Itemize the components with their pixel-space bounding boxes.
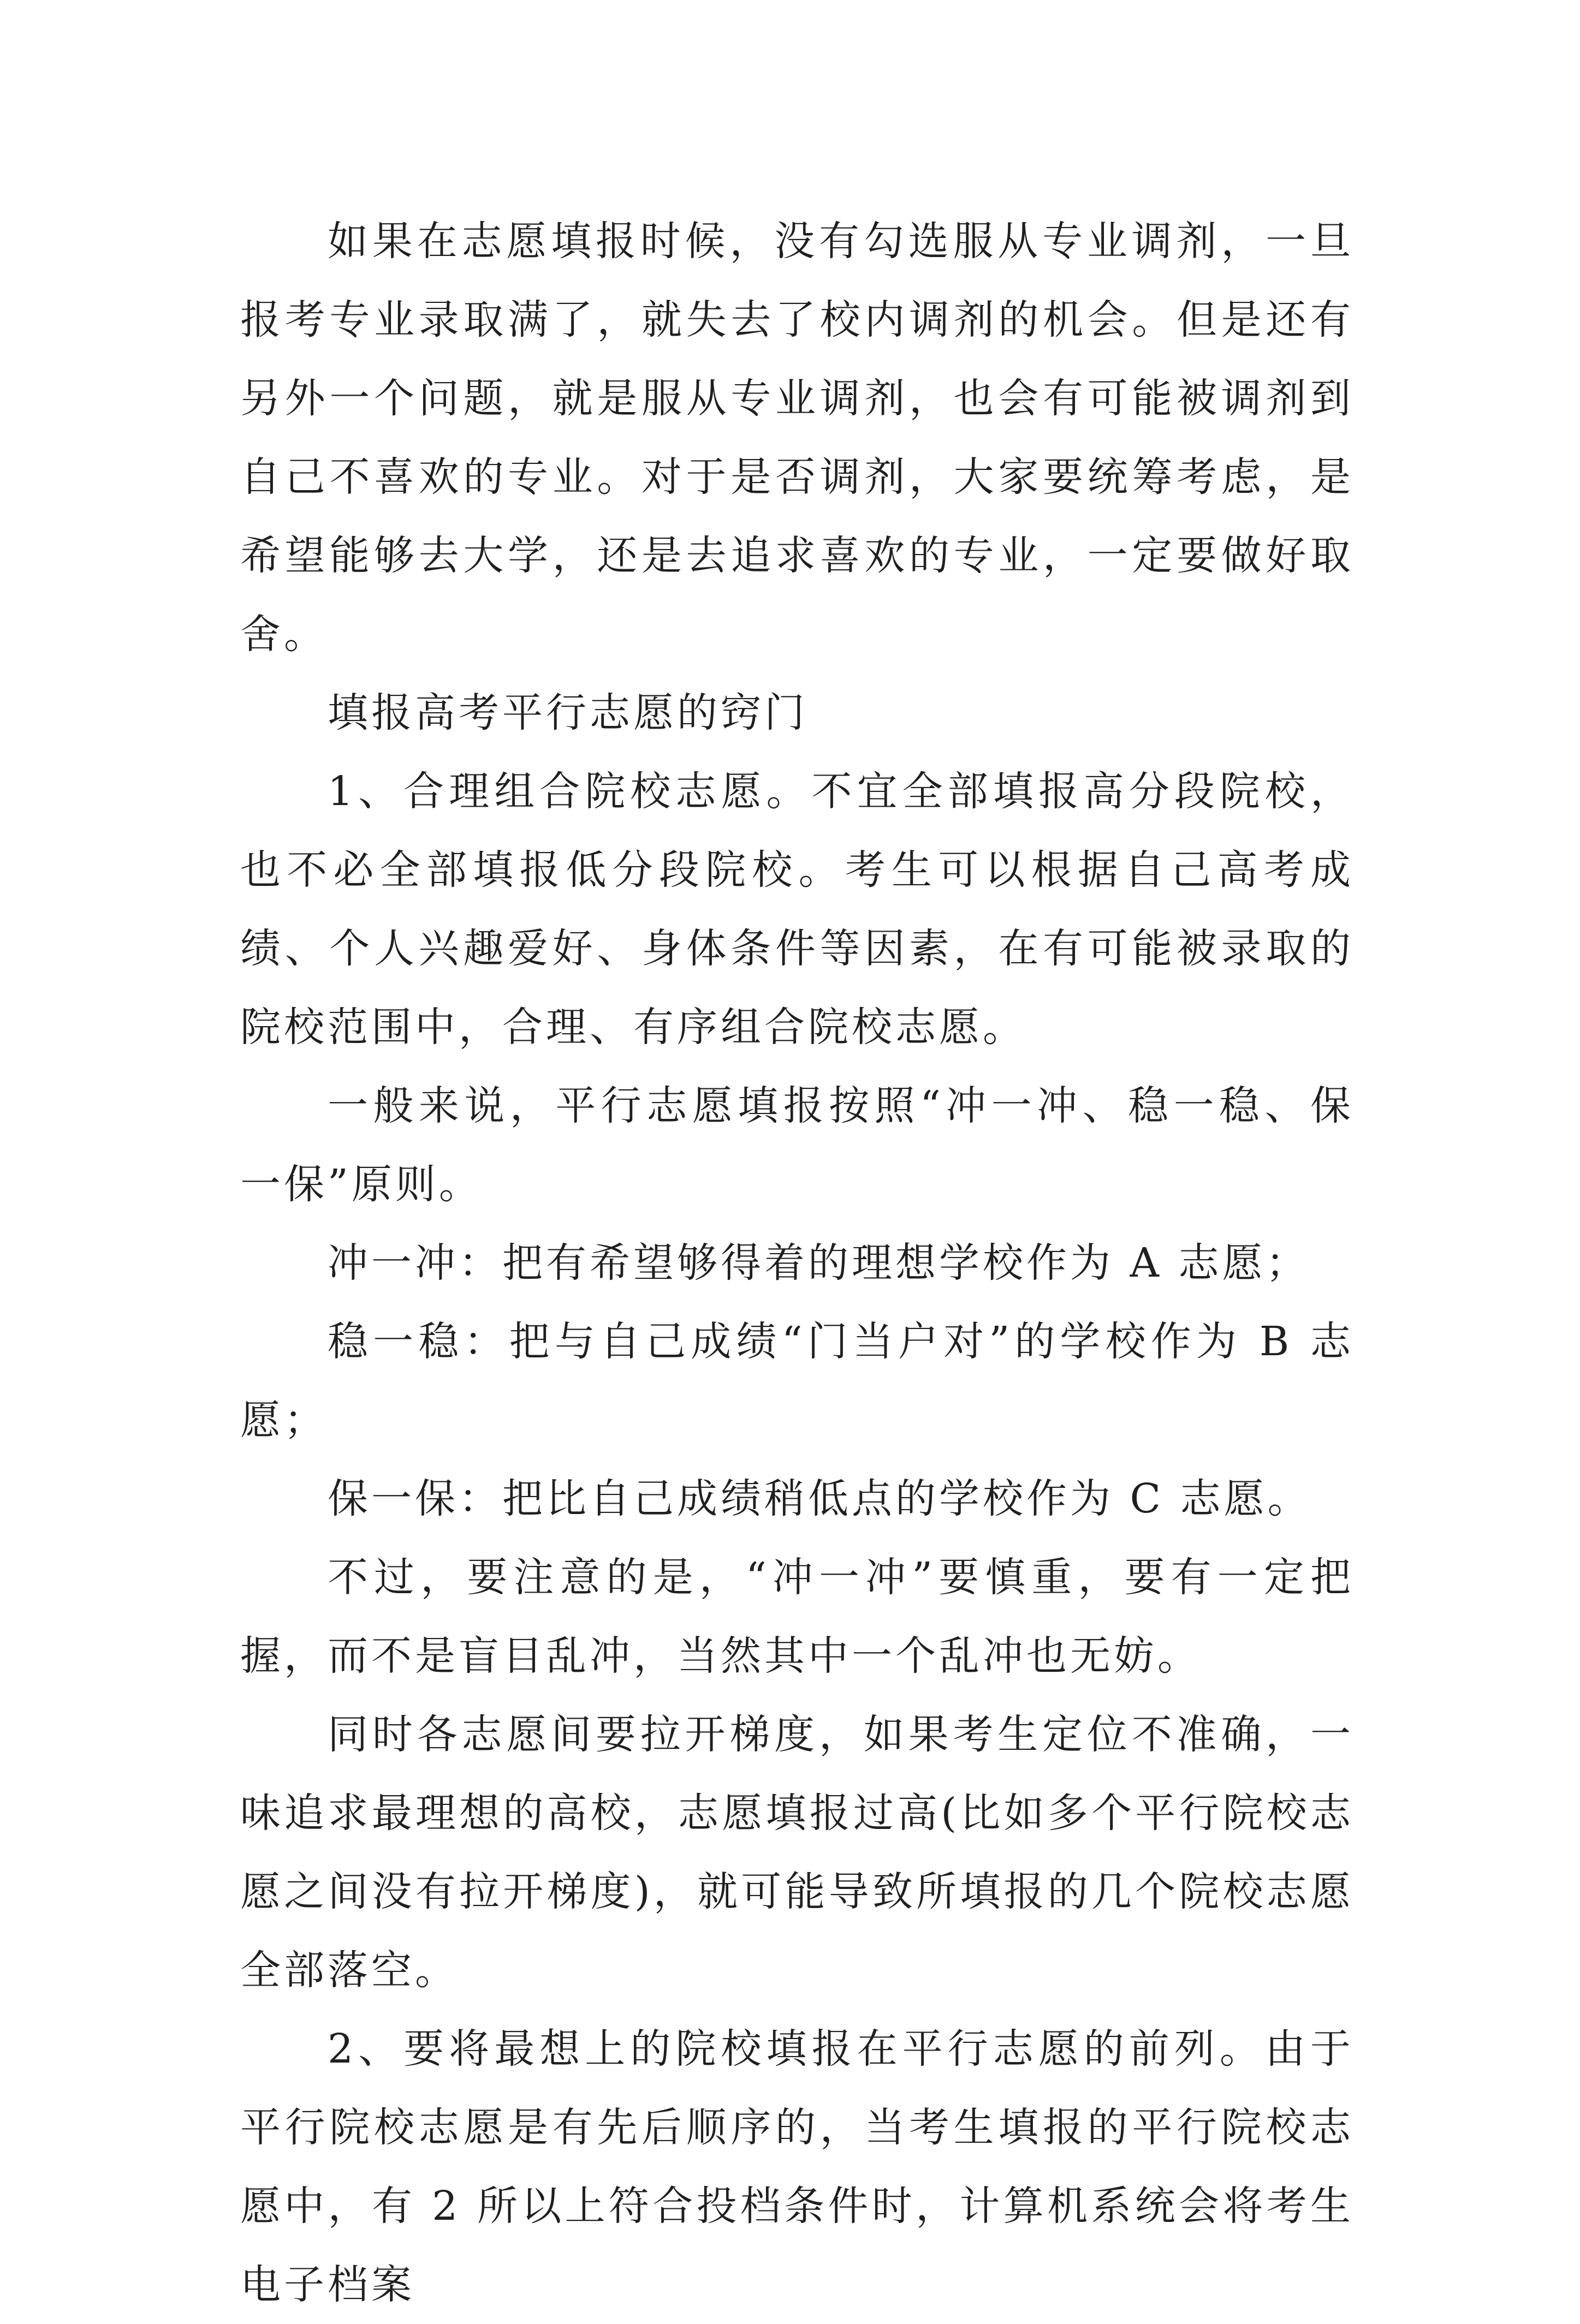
paragraph-gradient: 同时各志愿间要拉开梯度，如果考生定位不准确，一味追求最理想的高校，志愿填报过高(比如多个平行院校志愿之间没有拉开梯度)，就可能导致所填报的几个院校志愿全部落空。 xyxy=(240,1711,1354,1994)
paragraph-tip-1: 1、合理组合院校志愿。不宜全部填报高分段院校，也不必全部填报低分段院校。考生可以根据自己高考成绩、个人兴趣爱好、身体条件等因素，在有可能被录取的院校范围中，合理、有序组合院校志愿。 xyxy=(240,768,1354,1051)
paragraph-adjustment-choice: 如果在志愿填报时候，没有勾选服从专业调剂，一旦报考专业录取满了，就失去了校内调剂的机会。但是还有另外一个问题，就是服从专业调剂，也会有可能被调剂到自己不喜欢的专业。对于是否调剂，大家要统筹考虑，是希望能够去大学，还是去追求喜欢的专业，一定要做好取舍。 xyxy=(240,218,1354,658)
paragraph-wen: 稳一稳：把与自己成绩“门当户对”的学校作为 B 志愿； xyxy=(240,1318,1354,1444)
paragraph-bao: 保一保：把比自己成绩稍低点的学校作为 C 志愿。 xyxy=(328,1475,1311,1522)
paragraph-tip-2: 2、要将最想上的院校填报在平行志愿的前列。由于平行院校志愿是有先后顺序的，当考生填报的平行院校志愿中，有 2 所以上符合投档条件时，计算机系统会将考生电子档案 xyxy=(240,2025,1354,2308)
paragraph-chong: 冲一冲：把有希望够得着的理想学校作为 A 志愿； xyxy=(328,1240,1310,1286)
document-body xyxy=(240,202,1354,2324)
paragraph-caution: 不过，要注意的是，“冲一冲”要慎重，要有一定把握，而不是盲目乱冲，当然其中一个乱冲也无妨。 xyxy=(240,1554,1354,1679)
section-heading-parallel-tips: 填报高考平行志愿的窍门 xyxy=(328,689,808,736)
paragraph-principle: 一般来说，平行志愿填报按照“冲一冲、稳一稳、保一保”原则。 xyxy=(240,1082,1354,1208)
